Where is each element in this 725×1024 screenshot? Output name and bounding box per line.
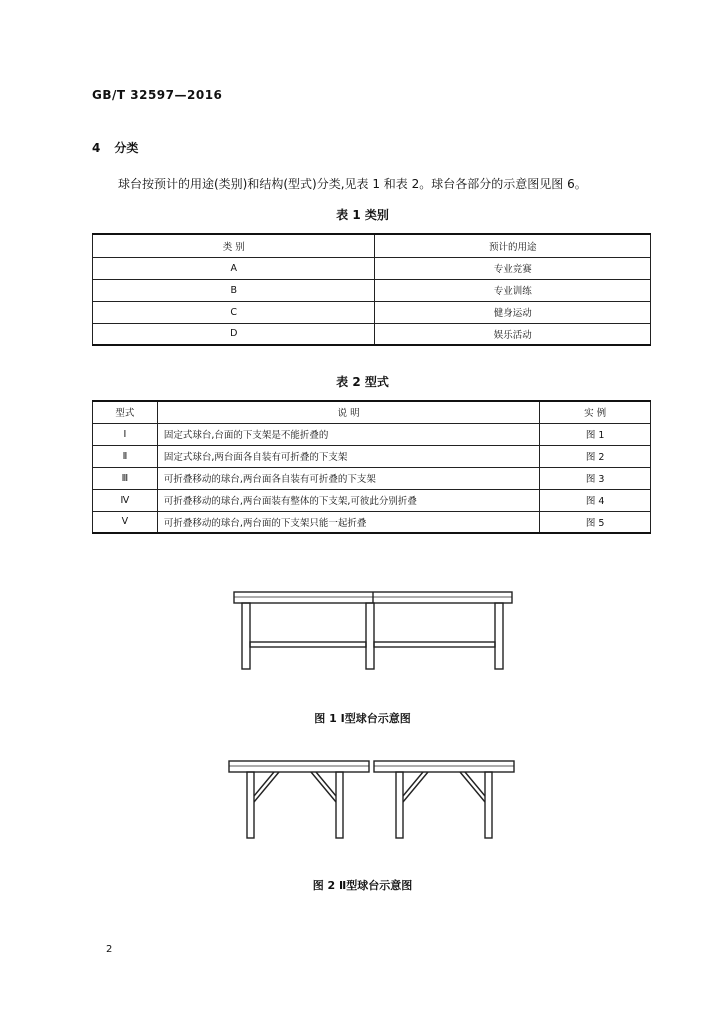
table-row [93,323,651,345]
section-title: 分类 [114,141,139,155]
figure2-table-illustration [226,756,518,842]
table2-cell: Ⅳ [93,489,158,511]
figure1-caption: 图 1 Ⅰ型球台示意图 [314,712,411,725]
table2-cell: Ⅰ [93,423,158,445]
table2-cell: Ⅲ [93,467,158,489]
table-row [93,257,651,279]
table2-cell: Ⅱ [93,445,158,467]
table-row [93,511,651,533]
table2-cell: 图 4 [540,489,651,511]
table1-cell: 专业竞赛 [375,257,651,279]
table1-header-category: 类 别 [93,234,375,257]
table2-caption: 表 2 型式 [336,375,389,389]
table2-cell: 可折叠移动的球台,两台面装有整体的下支架,可彼此分别折叠 [157,489,540,511]
fig2-leg [485,772,492,838]
section-number: 4 [92,141,101,155]
table2-header-type: 型式 [93,401,158,423]
table2-cell: 图 5 [540,511,651,533]
table2-cell: 图 2 [540,445,651,467]
table2-cell: Ⅴ [93,511,158,533]
fig2-leg [336,772,343,838]
table-header-row [93,401,651,423]
fig2-tabletop-left [229,761,369,772]
fig1-leg-middle [366,603,374,669]
fig1-leg-left [242,603,250,669]
fig2-leg [247,772,254,838]
table-row [93,467,651,489]
body-paragraph: 球台按预计的用途(类别)和结构(型式)分类,见表 1 和表 2。球台各部分的示意图见图 6。 [118,177,587,191]
fig2-leg [396,772,403,838]
document-header: GB/T 32597—2016 [92,88,223,102]
table2 [92,400,651,534]
table-row [93,301,651,323]
table-row [93,279,651,301]
table2-cell: 可折叠移动的球台,两台面的下支架只能一起折叠 [157,511,540,533]
table1-caption: 表 1 类别 [336,208,389,222]
fig2-tabletop-right [374,761,514,772]
figure1-table-illustration [230,590,515,672]
fig1-leg-right [495,603,503,669]
table-row [93,489,651,511]
table1-cell: 健身运动 [375,301,651,323]
table2-header-example: 实 例 [540,401,651,423]
table-row [93,423,651,445]
table-row [93,445,651,467]
table1-cell: A [93,257,375,279]
table-header-row [93,234,651,257]
page-number: 2 [106,944,113,955]
table2-cell: 固定式球台,台面的下支架是不能折叠的 [157,423,540,445]
table1-header-usage: 预计的用途 [375,234,651,257]
table1-cell: 专业训练 [375,279,651,301]
table2-header-description: 说 明 [157,401,540,423]
table2-cell: 固定式球台,两台面各自装有可折叠的下支架 [157,445,540,467]
table1-cell: 娱乐活动 [375,323,651,345]
table2-cell: 图 3 [540,467,651,489]
table1 [92,233,651,346]
table1-cell: B [93,279,375,301]
table2-cell: 图 1 [540,423,651,445]
figure2-caption: 图 2 Ⅱ型球台示意图 [312,879,413,892]
fig1-crossbar-right [374,642,495,647]
table1-cell: D [93,323,375,345]
table2-cell: 可折叠移动的球台,两台面各自装有可折叠的下支架 [157,467,540,489]
fig1-crossbar-left [250,642,366,647]
section-heading [92,139,138,156]
table1-cell: C [93,301,375,323]
